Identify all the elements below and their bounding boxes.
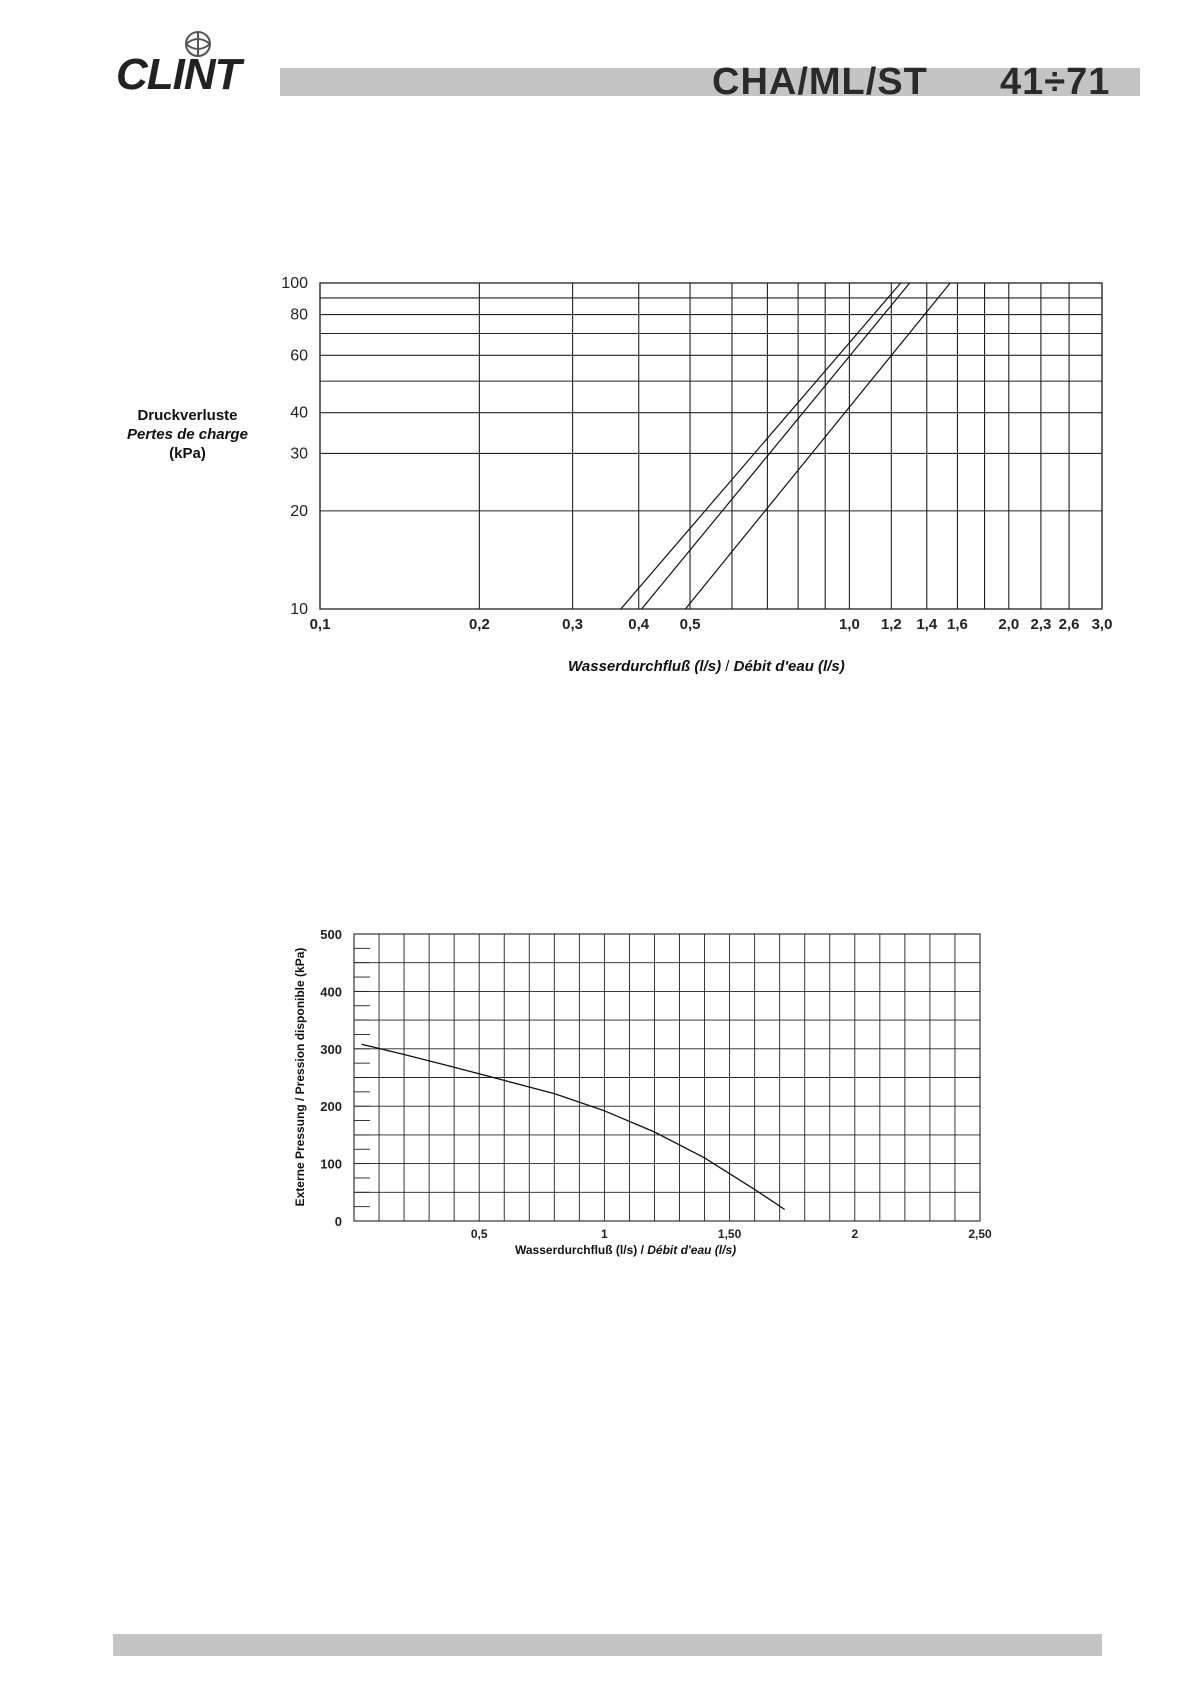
chart1-ytick-label: 40	[290, 404, 308, 422]
chart1-grid	[320, 283, 1102, 609]
chart1-series-line-3	[685, 283, 950, 609]
chart1-xtick-label: 0,3	[562, 616, 584, 633]
chart1-ytick-label: 80	[290, 306, 308, 324]
chart1-xtick-label: 0,4	[628, 616, 650, 633]
chart2-group	[320, 927, 992, 1241]
chart1-xtick-label: 2,3	[1030, 616, 1052, 633]
chart2-ytick-label: 0	[334, 1214, 342, 1229]
chart1-ytick-label: 20	[290, 502, 308, 520]
brand-name: CLINT	[116, 50, 241, 99]
chart1-xtick-label: 0,2	[468, 616, 490, 633]
chart1-xtick-label: 2,0	[998, 616, 1020, 633]
chart1-ylabel-line2: Pertes de charge	[127, 426, 248, 443]
chart1-xtick-label: 1,6	[947, 616, 968, 633]
chart1-group	[281, 275, 1112, 633]
chart2-ytick-label: 200	[320, 1099, 342, 1115]
chart1-xtick-label: 0,1	[309, 616, 331, 633]
chart1-xtick-label: 1,2	[880, 616, 902, 633]
chart1-xtick-label: 0,5	[679, 616, 701, 633]
chart1-series-line-2	[642, 283, 910, 609]
chart1-ylabel-line3: (kPa)	[169, 445, 206, 462]
chart2-xtick-label: 1,50	[717, 1227, 742, 1241]
chart2-xtick-label: 2	[851, 1227, 859, 1241]
chart2-grid	[354, 934, 980, 1221]
chart2-xlabel-part1: Wasserdurchfluß (l/s) /	[515, 1243, 648, 1257]
model-range: 41÷71	[1000, 61, 1111, 103]
chart2-xtick-label: 2,50	[968, 1227, 992, 1241]
chart2-xtick-label: 1	[601, 1227, 608, 1241]
chart2-ytick-label: 300	[320, 1041, 342, 1057]
chart1-ytick-label: 60	[290, 347, 308, 365]
model-name: CHA/ML/ST	[712, 61, 928, 103]
chart1-xlabel-part1: Wasserdurchfluß (l/s)	[568, 658, 722, 675]
chart2-ytick-label: 500	[320, 927, 342, 942]
chart1-ylabel-line1: Druckverluste	[137, 407, 238, 424]
chart2-ytick-label: 400	[320, 984, 342, 1000]
chart2-series-line-1	[362, 1044, 785, 1209]
chart1-xtick-label: 1,0	[838, 616, 860, 633]
chart1-xlabel-part2: Débit d'eau (l/s)	[733, 658, 845, 675]
chart1-xtick-label: 3,0	[1091, 616, 1113, 633]
chart1-ytick-label: 100	[281, 275, 308, 292]
chart1-series-line-1	[621, 283, 901, 609]
chart1-ytick-label: 30	[290, 445, 308, 463]
chart1-ytick-label: 10	[290, 601, 308, 618]
chart1-xtick-label: 2,6	[1058, 616, 1080, 633]
chart2-ytick-label: 100	[320, 1156, 342, 1172]
chart2-xtick-label: 0,5	[470, 1227, 488, 1241]
chart2-xlabel-part2: Débit d'eau (l/s)	[647, 1243, 737, 1257]
chart1-xtick-label: 1,4	[916, 616, 938, 633]
chart1-xlabel-sep: /	[721, 658, 734, 675]
chart2-ylabel: Externe Pressung / Pression disponible (kPa)	[293, 947, 307, 1207]
footer-bar	[113, 1634, 1102, 1656]
